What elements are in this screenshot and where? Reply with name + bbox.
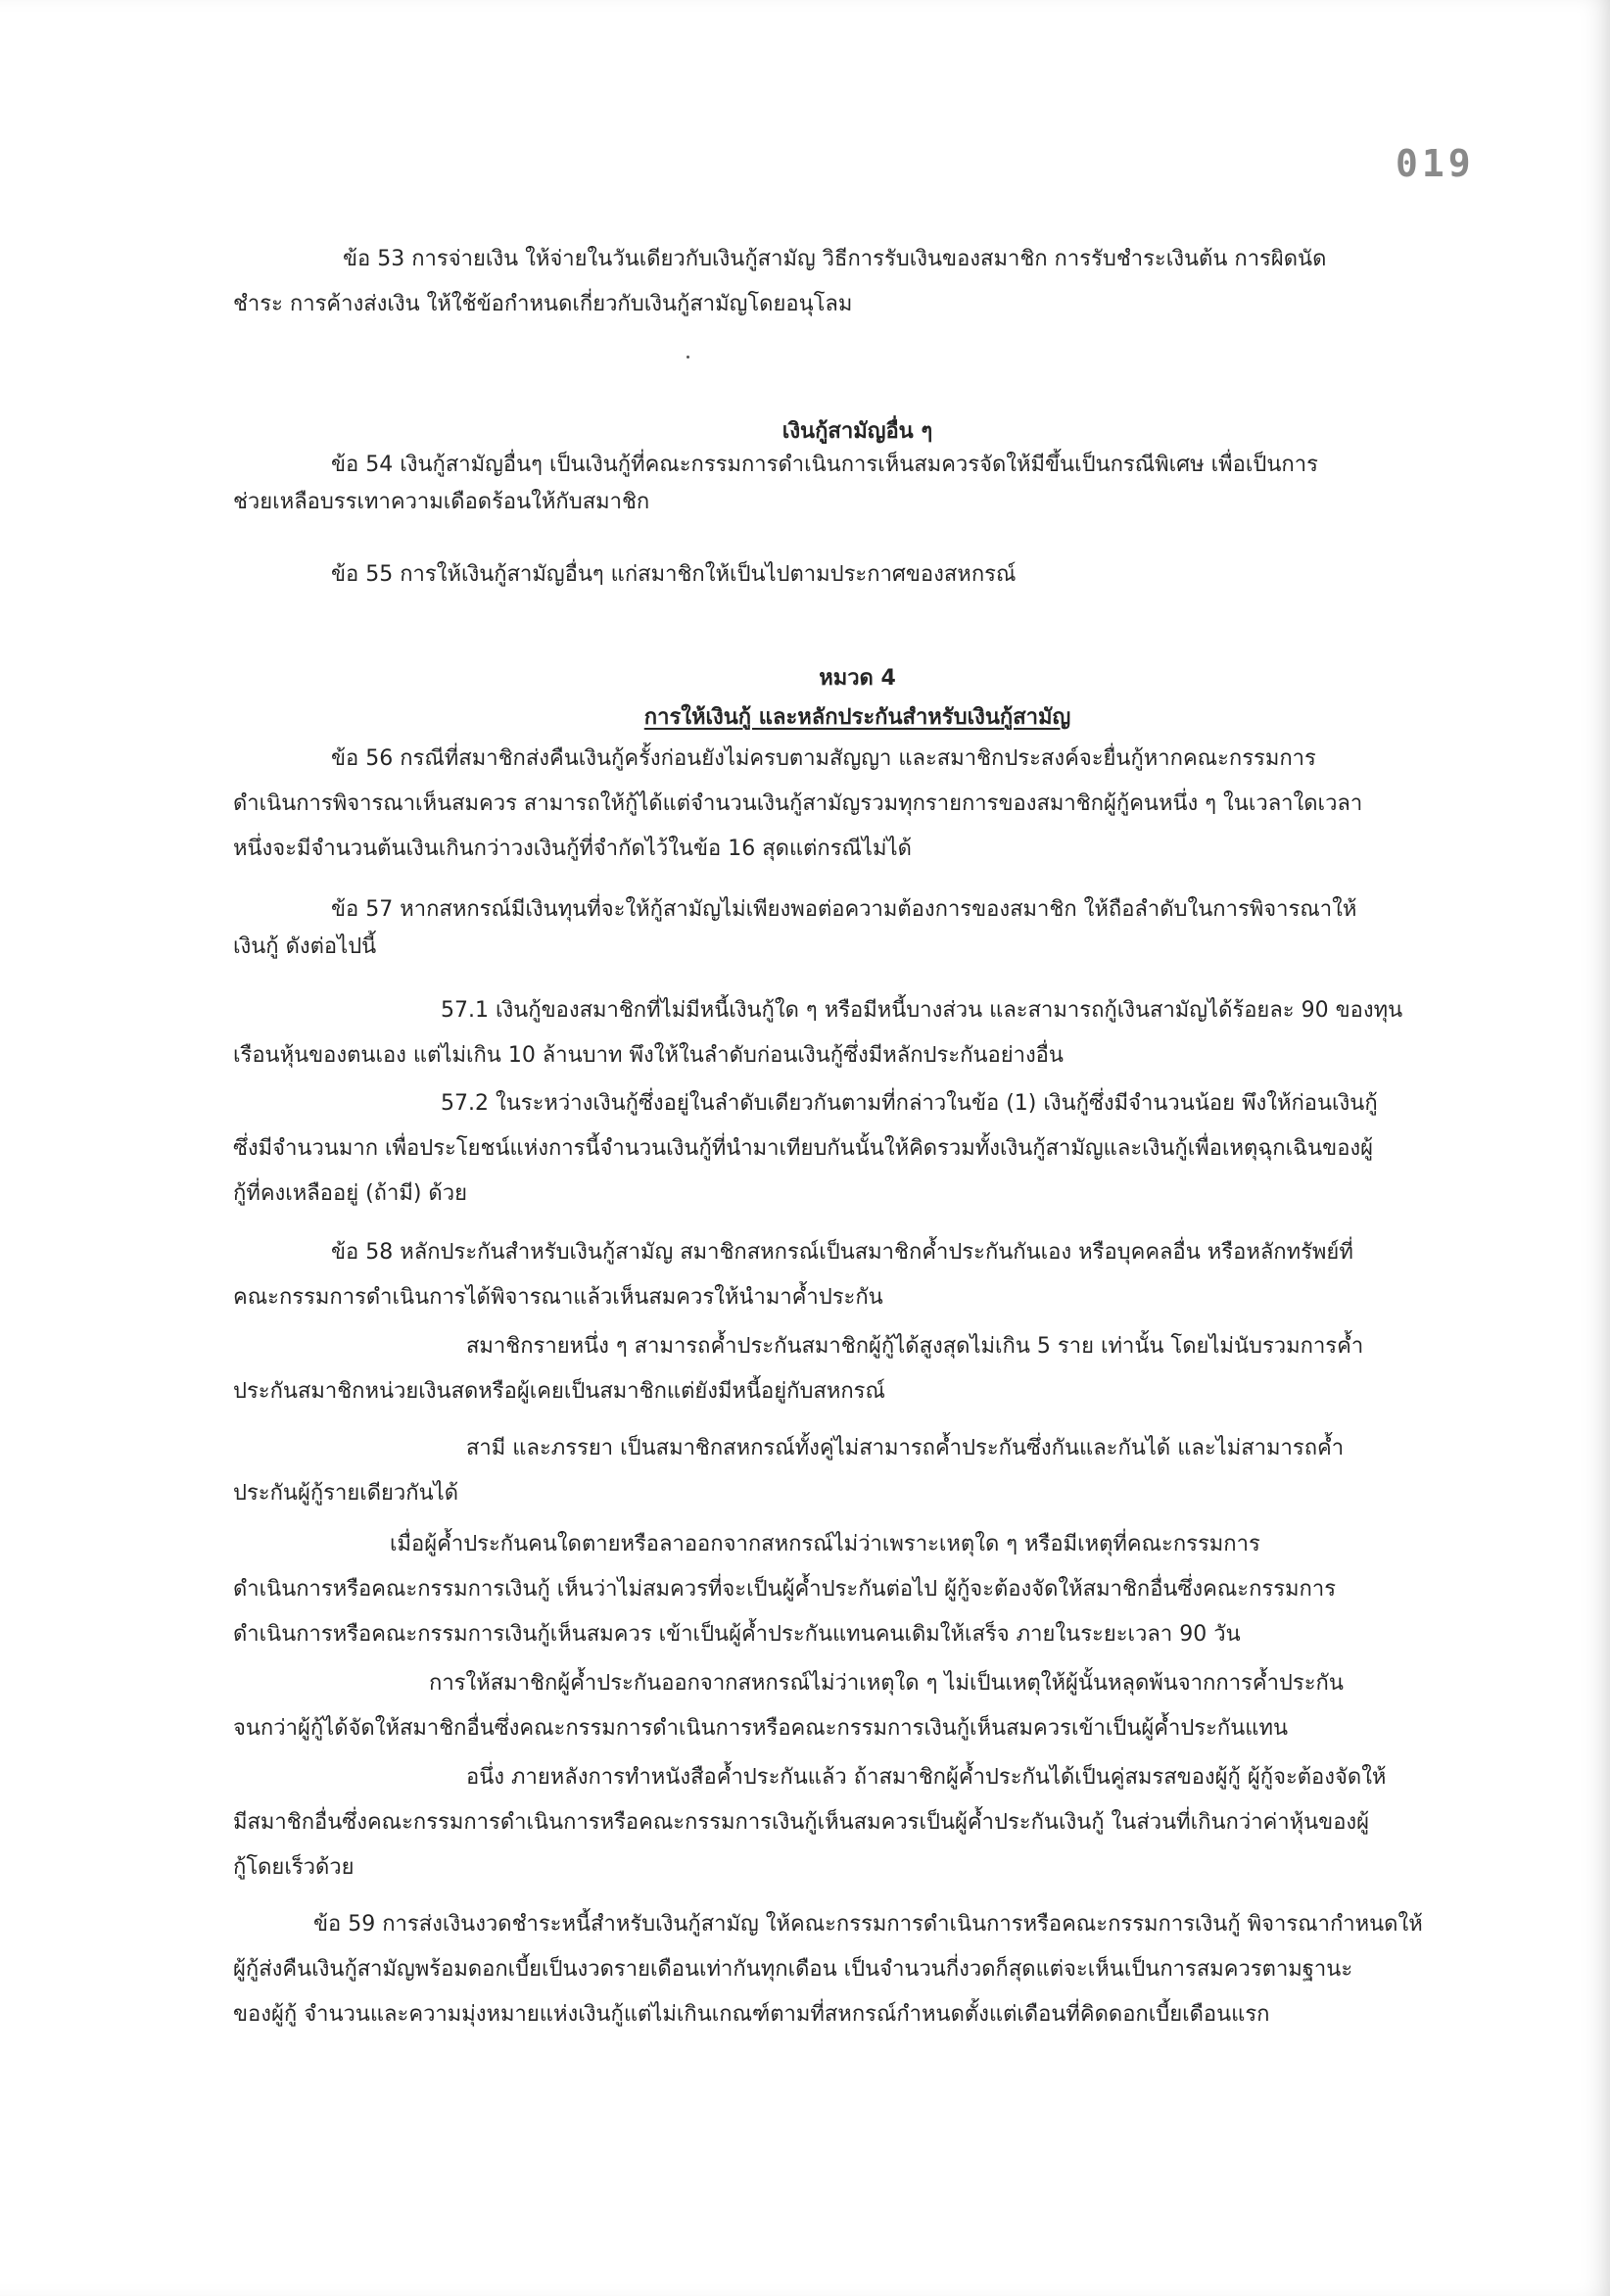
- page-number: 019: [1396, 142, 1475, 185]
- clause-56-line-2: ดำเนินการพิจารณาเห็นสมควร สามารถให้กู้ได้แต่จำนวนเงินกู้สามัญรวมทุกรายการของสมาชิกผู้กู้คนหนึ่ง ๆ ในเวลาใดเวลา: [233, 791, 1363, 816]
- clause-57: [233, 893, 1482, 964]
- clause-58-p2-line-2: ประกันผู้กู้รายเดียวกันได้: [233, 1481, 458, 1506]
- clause-55: [233, 558, 1482, 592]
- clause-57-2-line-3: กู้ที่คงเหลืออยู่ (ถ้ามี) ด้วย: [233, 1181, 467, 1206]
- clause-57-1-line-2: เรือนหุ้นของตนเอง แต่ไม่เกิน 10 ล้านบาท พึงให้ในลำดับก่อนเงินกู้ซึ่งมีหลักประกันอย่างอื่น: [233, 1043, 1064, 1068]
- clause-58-line-1: ข้อ 58 หลักประกันสำหรับเงินกู้สามัญ สมาชิกสหกรณ์เป็นสมาชิกค้ำประกันกันเอง หรือบุคคลอื่น หรือหลักทรัพย์ที่: [331, 1240, 1353, 1265]
- clause-58-p2-line-1: สามี และภรรยา เป็นสมาชิกสหกรณ์ทั้งคู่ไม่สามารถค้ำประกันซึ่งกันและกันได้ และไม่สามารถค้ำ: [466, 1436, 1345, 1460]
- chapter-subheading: [233, 701, 1482, 735]
- clause-56-line-3: หนึ่งจะมีจำนวนต้นเงินเกินกว่าวงเงินกู้ที่จำกัดไว้ในข้อ 16 สุดแต่กรณีไม่ได้: [233, 837, 912, 861]
- clause-58-paragraph-4: [233, 1667, 1482, 1746]
- clause-53-line-2: ชำระ การค้างส่งเงิน ให้ใช้ข้อกำหนดเกี่ยวกับเงินกู้สามัญโดยอนุโลม: [233, 292, 853, 316]
- clause-58-paragraph-3: [233, 1528, 1482, 1651]
- clause-57-2-line-1: 57.2 ในระหว่างเงินกู้ซึ่งอยู่ในลำดับเดียวกันตามที่กล่าวในข้อ (1) เงินกู้ซึ่งมีจำนวนน้อย พึงให้ก่อนเงินกู้: [441, 1091, 1378, 1116]
- chapter-subheading-text: การให้เงินกู้ และหลักประกันสำหรับเงินกู้สามัญ: [643, 705, 1071, 730]
- clause-55-line-1: ข้อ 55 การให้เงินกู้สามัญอื่นๆ แก่สมาชิกให้เป็นไปตามประกาศของสหกรณ์: [331, 562, 1017, 587]
- clause-58-line-2: คณะกรรมการดำเนินการได้พิจารณาแล้วเห็นสมควรให้นำมาค้ำประกัน: [233, 1285, 883, 1310]
- clause-58: [233, 1236, 1482, 1315]
- clause-53: [233, 243, 1482, 321]
- clause-58-p1-line-2: ประกันสมาชิกหน่วยเงินสดหรือผู้เคยเป็นสมาชิกแต่ยังมีหนี้อยู่กับสหกรณ์: [233, 1379, 885, 1404]
- clause-53-line-1: ข้อ 53 การจ่ายเงิน ให้จ่ายในวันเดียวกับเงินกู้สามัญ วิธีการรับเงินของสมาชิก การรับชำระเงินต้น การผิดนัด: [343, 247, 1327, 271]
- clause-58-p1-line-1: สมาชิกรายหนึ่ง ๆ สามารถค้ำประกันสมาชิกผู้กู้ได้สูงสุดไม่เกิน 5 ราย เท่านั้น โดยไม่นับรวมการค้ำ: [466, 1334, 1364, 1359]
- clause-57-line-2: เงินกู้ ดังต่อไปนี้: [233, 934, 377, 959]
- clause-58-paragraph-2: [233, 1432, 1482, 1510]
- chapter-heading: หมวด 4: [819, 666, 896, 691]
- clause-58-paragraph-5: [233, 1761, 1482, 1885]
- clause-58-p3-line-1: เมื่อผู้ค้ำประกันคนใดตายหรือลาออกจากสหกรณ์ไม่ว่าเพราะเหตุใด ๆ หรือมีเหตุที่คณะกรรมการ: [390, 1532, 1260, 1556]
- section-heading-other-loans: เงินกู้สามัญอื่น ๆ: [781, 419, 933, 444]
- clause-57-2-line-2: ซึ่งมีจำนวนมาก เพื่อประโยชน์แห่งการนี้จำนวนเงินกู้ที่นำมาเทียบกันนั้นให้คิดรวมทั้งเงินกู้สามัญและเงินกู้เพื่อเหตุฉุกเฉินของผู้: [233, 1136, 1374, 1161]
- clause-58-paragraph-1: [233, 1330, 1482, 1409]
- clause-54: [233, 449, 1482, 519]
- clause-59: [233, 1908, 1482, 2032]
- clause-57-2: [233, 1087, 1482, 1211]
- clause-58-p5-line-1: อนึ่ง ภายหลังการทำหนังสือค้ำประกันแล้ว ถ้าสมาชิกผู้ค้ำประกันได้เป็นคู่สมรสของผู้กู้ ผู้กู้จะต้องจัดให้: [466, 1765, 1387, 1790]
- clause-58-p3-line-2: ดำเนินการหรือคณะกรรมการเงินกู้ เห็นว่าไม่สมควรที่จะเป็นผู้ค้ำประกันต่อไป ผู้กู้จะต้องจัดให้สมาชิกอื่นซึ่งคณะกรรมการ: [233, 1577, 1337, 1602]
- clause-54-line-2: ช่วยเหลือบรรเทาความเดือดร้อนให้กับสมาชิก: [233, 490, 650, 514]
- clause-58-p4-line-2: จนกว่าผู้กู้ได้จัดให้สมาชิกอื่นซึ่งคณะกรรมการดำเนินการหรือคณะกรรมการเงินกู้เห็นสมควรเข้าเป็นผู้ค้ำประกันแทน: [233, 1716, 1289, 1741]
- clause-59-line-3: ของผู้กู้ จำนวนและความมุ่งหมายแห่งเงินกู้แต่ไม่เกินเกณฑ์ตามที่สหกรณ์กำหนดตั้งแต่เดือนที่คิดดอกเบี้ยเดือนแรก: [233, 2002, 1270, 2027]
- clause-54-line-1: ข้อ 54 เงินกู้สามัญอื่นๆ เป็นเงินกู้ที่คณะกรรมการดำเนินการเห็นสมควรจัดให้มีขึ้นเป็นกรณีพิเศษ เพื่อเป็นการ: [331, 453, 1318, 477]
- clause-58-p4-line-1: การให้สมาชิกผู้ค้ำประกันออกจากสหกรณ์ไม่ว่าเหตุใด ๆ ไม่เป็นเหตุให้ผู้นั้นหลุดพ้นจากการค้ำประกัน: [429, 1671, 1344, 1696]
- clause-59-line-1: ข้อ 59 การส่งเงินงวดชำระหนี้สำหรับเงินกู้สามัญ ให้คณะกรรมการดำเนินการหรือคณะกรรมการเงินกู้ พิจารณากำหนดให้: [313, 1912, 1423, 1937]
- clause-58-p5-line-2: มีสมาชิกอื่นซึ่งคณะกรรมการดำเนินการหรือคณะกรรมการเงินกู้เห็นสมควรเป็นผู้ค้ำประกันเงินกู้ ในส่วนที่เกินกว่าค่าหุ้นของผู้: [233, 1810, 1370, 1835]
- clause-57-line-1: ข้อ 57 หากสหกรณ์มีเงินทุนที่จะให้กู้สามัญไม่เพียงพอต่อความต้องการของสมาชิก ให้ถือลำดับในการพิจารณาให้: [331, 897, 1357, 922]
- clause-58-p3-line-3: ดำเนินการหรือคณะกรรมการเงินกู้เห็นสมควร เข้าเป็นผู้ค้ำประกันแทนคนเดิมให้เสร็จ ภายในระยะเวลา 90 วัน: [233, 1622, 1241, 1647]
- clause-56-line-1: ข้อ 56 กรณีที่สมาชิกส่งคืนเงินกู้ครั้งก่อนยังไม่ครบตามสัญญา และสมาชิกประสงค์จะยื่นกู้หากคณะกรรมการ: [331, 746, 1316, 771]
- scan-speck: [687, 356, 689, 359]
- clause-56: [233, 742, 1482, 866]
- clause-57-1-line-1: 57.1 เงินกู้ของสมาชิกที่ไม่มีหนี้เงินกู้ใด ๆ หรือมีหนี้บางส่วน และสามารถกู้เงินสามัญได้ร้อยละ 90 ของทุน: [441, 998, 1403, 1023]
- clause-57-1: [233, 994, 1482, 1073]
- clause-59-line-2: ผู้กู้ส่งคืนเงินกู้สามัญพร้อมดอกเบี้ยเป็นงวดรายเดือนเท่ากันทุกเดือน เป็นจำนวนกี่งวดก็สุดแต่จะเห็นเป็นการสมควรตามฐานะ: [233, 1957, 1353, 1982]
- clause-58-p5-line-3: กู้โดยเร็วด้วย: [233, 1855, 355, 1880]
